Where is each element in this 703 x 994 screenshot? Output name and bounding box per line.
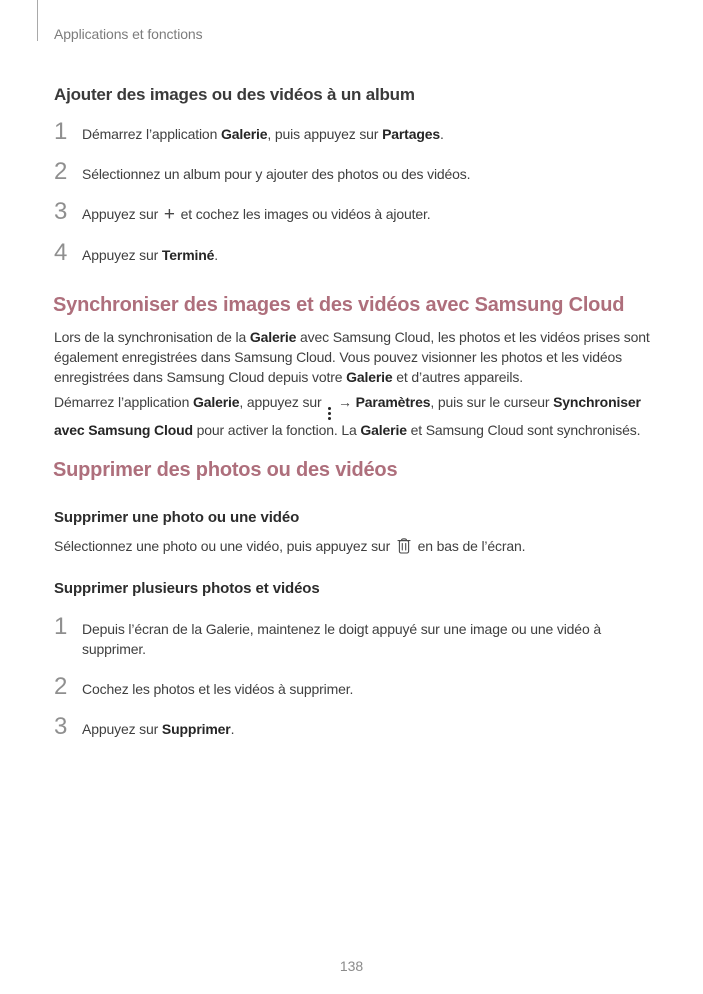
text-run: Appuyez sur [82,206,162,222]
step-row [54,240,666,265]
step-number: 2 [54,158,68,185]
step-text [82,124,666,144]
bold-text: Galerie [220,126,268,142]
section-heading-delete: Supprimer des photos ou des vidéos [53,459,398,481]
sync-paragraph-2 [54,392,658,440]
text-run: Appuyez sur [82,721,162,737]
bold-text: Paramètres [355,394,431,410]
text-run: , appuyez sur [239,394,326,410]
text-run: et cochez les images ou vidéos à ajouter. [176,206,431,222]
subheading-delete-multiple: Supprimer plusieurs photos et vidéos [54,580,320,597]
bold-text: Galerie [192,394,240,410]
bold-text: Galerie [249,329,297,345]
step-number: 3 [54,198,68,225]
header-rule [37,0,38,41]
bold-text: Partages [382,126,441,142]
text-run: Cochez les photos et les vidéos à supprimer. [82,681,354,697]
text-run: . [230,721,235,737]
text-run: . [440,126,444,142]
step-text [82,245,666,265]
step-row [54,674,666,699]
bold-text: Terminé [161,247,215,263]
step-row [54,714,666,739]
text-run: , puis sur le curseur [430,394,554,410]
text-run: . [214,247,219,263]
step-text [82,164,666,184]
text-run: Démarrez l’application [82,126,221,142]
delete-multiple-steps [54,614,666,754]
text-run arrow-glyph: → [334,394,356,410]
text-run: Depuis l’écran de la Galerie, maintenez le doigt appuyé sur une image ou une vidéo à supprimer. [82,621,601,657]
text-run: Lors de la synchronisation de la [54,329,250,345]
text-run: , puis appuyez sur [267,126,383,142]
step-text [82,719,666,739]
step-number: 3 [54,713,68,740]
subheading-delete-single: Supprimer une photo ou une vidéo [54,509,300,526]
step-number: 1 [54,118,68,145]
trash-icon [397,538,411,554]
text-run: et d’autres appareils. [392,369,523,385]
text-run: Appuyez sur [82,247,162,263]
sync-paragraph-1 [54,327,658,387]
running-header: Applications et fonctions [54,26,203,42]
text-run: Sélectionnez une photo ou une vidéo, puis appuyez sur [54,538,394,554]
bold-text: Galerie [346,369,393,385]
page-number: 138 [339,958,364,974]
step-text [82,204,666,225]
text-run: avec Samsung Cloud, les photos et les vidéos prises sont également enregistrées dans Samsung Cloud. Vous pouvez visionner les photos et les vidéos enregistrées dans Samsung Cloud depuis votre [54,329,650,385]
step-row [54,614,666,659]
step-number: 4 [54,239,68,266]
bold-text: Synchroniser avec Samsung Cloud [54,394,641,438]
text-run: et Samsung Cloud sont synchronisés. [406,422,641,438]
text-run: en bas de l’écran. [413,538,526,554]
plus-icon: + [163,204,175,225]
step-row [54,119,666,144]
text-run: Démarrez l’application [54,394,193,410]
delete-single-text [54,536,658,556]
section-heading-add-album: Ajouter des images ou des vidéos à un album [54,85,415,104]
step-text [82,619,666,659]
more-vertical-icon [328,407,331,420]
text-run: pour activer la fonction. La [192,422,361,438]
text-run: Sélectionnez un album pour y ajouter des photos ou des vidéos. [82,166,471,182]
step-row [54,159,666,184]
step-number: 1 [54,613,68,640]
add-album-steps [54,119,666,280]
step-row [54,199,666,225]
step-number: 2 [54,673,68,700]
bold-text: Galerie [360,422,407,438]
bold-text: Supprimer [161,721,231,737]
section-heading-sync-cloud: Synchroniser des images et des vidéos avec Samsung Cloud [53,294,625,316]
step-text [82,679,666,699]
